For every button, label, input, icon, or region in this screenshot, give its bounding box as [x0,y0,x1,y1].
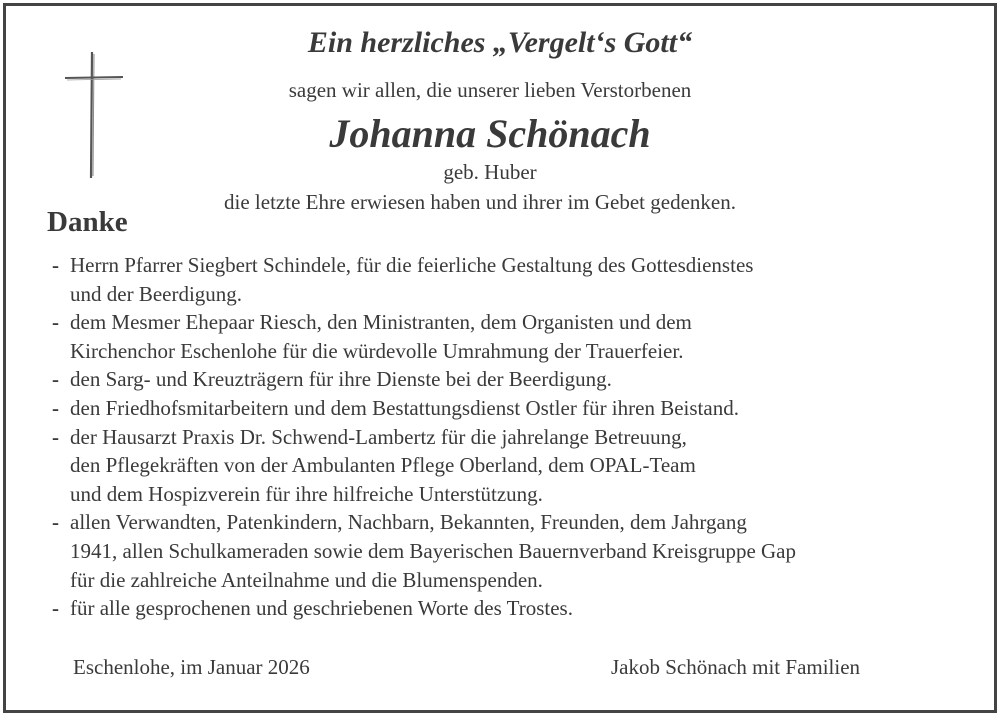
thanks-line: dem Mesmer Ehepaar Riesch, den Ministranten, dem Organisten und dem [70,310,692,335]
danke-heading: Danke [47,206,128,238]
thanks-line: den Friedhofsmitarbeitern und dem Bestattungsdienst Ostler für ihren Beistand. [70,395,739,420]
thanks-line: der Hausarzt Praxis Dr. Schwend-Lambertz für die jahrelange Betreuung, [70,424,687,449]
closing-line: die letzte Ehre erwiesen haben und ihrer im Gebet gedenken. [224,190,736,214]
thanks-line: den Pflegekräften von der Ambulanten Pflege Oberland, dem OPAL-Team [70,453,696,478]
bullet-dash: - [52,253,59,277]
bullet-dash: - [52,310,59,335]
maiden-name: geb. Huber [443,160,537,184]
intro-text: sagen wir allen, die unserer lieben Verstorbenen [288,78,692,102]
place-date: Eschenlohe, im Januar 2026 [73,655,310,679]
thanks-line: und der Beerdigung. [70,281,243,306]
thanks-item [52,394,992,423]
thanks-line: für die zahlreiche Anteilnahme und die Blumenspenden. [70,567,543,592]
thanks-line: den Sarg- und Kreuzträgern für ihre Dienste bei der Beerdigung. [70,367,612,392]
deceased-name: Johanna Schönach [329,111,651,156]
headline: Ein herzliches „Vergelt‘s Gott“ [307,26,693,59]
thanks-line: Herrn Pfarrer Siegbert Schindele, für die feierliche Gestaltung des Gottesdienstes [70,253,754,277]
bullet-dash: - [52,596,59,621]
bullet-dash: - [52,395,59,420]
signature: Jakob Schönach mit Familien [611,655,861,679]
thanks-line: und dem Hospizverein für ihre hilfreiche Unterstützung. [70,481,543,506]
thanks-item [52,508,992,594]
thanks-list [52,251,992,623]
thanks-line: allen Verwandten, Patenkindern, Nachbarn, Bekannten, Freunden, dem Jahrgang [70,510,747,535]
thanks-line: Kirchenchor Eschenlohe für die würdevolle Umrahmung der Trauerfeier. [70,338,684,363]
thanks-item [52,251,992,308]
thanks-line: für alle gesprochenen und geschriebenen Worte des Trostes. [70,596,573,621]
bullet-dash: - [52,424,59,449]
bullet-dash: - [52,510,59,535]
thanks-item [52,594,992,623]
thanks-item [52,423,992,509]
thanks-item [52,308,992,365]
thanks-line: 1941, allen Schulkameraden sowie dem Bayerischen Bauernverband Kreisgruppe Gap [70,538,797,563]
bullet-dash: - [52,367,59,392]
thanks-item [52,365,992,394]
